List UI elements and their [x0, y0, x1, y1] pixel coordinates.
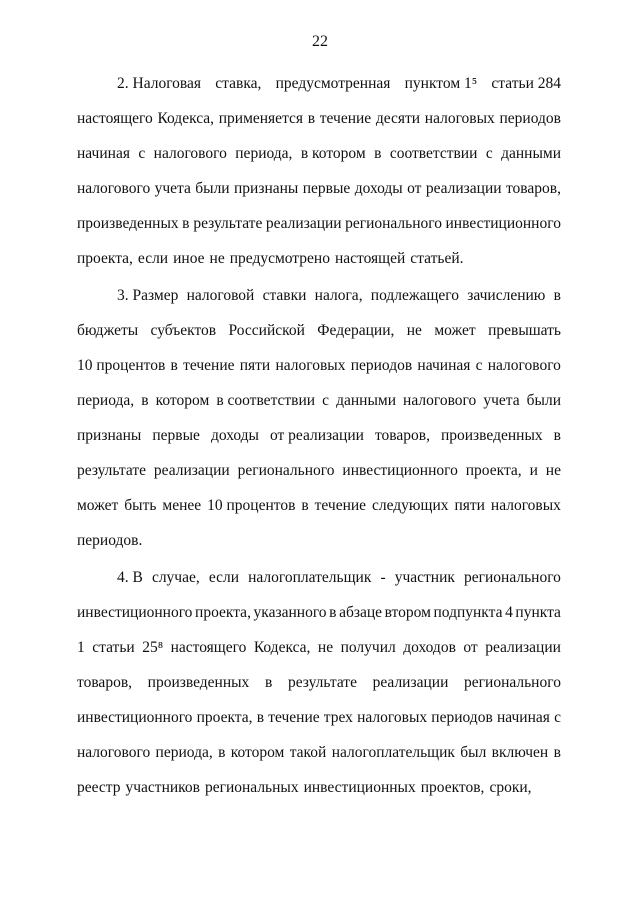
word: первые	[302, 180, 351, 197]
paragraph-3	[77, 278, 561, 558]
text-line	[77, 206, 561, 241]
word: абзаце	[339, 604, 383, 621]
word: периодов	[431, 709, 493, 726]
document-body	[77, 66, 561, 805]
word: может	[77, 497, 119, 514]
word: налога,	[314, 287, 363, 304]
word: товаров,	[374, 427, 430, 444]
word: в	[553, 744, 561, 761]
word: инвестиционного	[77, 604, 193, 621]
word: налоговых	[275, 357, 346, 374]
word: в	[170, 357, 178, 374]
word: регионального	[464, 674, 561, 691]
word: котором	[155, 392, 210, 409]
text-line	[77, 488, 561, 523]
word: сроки,	[489, 779, 532, 796]
word: не	[317, 639, 334, 656]
word: доходы	[210, 427, 259, 444]
word: менее	[162, 497, 202, 514]
word: реализации	[425, 180, 502, 197]
word: настоящего	[77, 110, 153, 127]
word: трех	[323, 709, 353, 726]
word: с	[475, 357, 483, 374]
word: пункта	[515, 604, 561, 621]
word: налоговых	[357, 709, 428, 726]
word: втором	[384, 604, 431, 621]
word: налоговых	[490, 497, 561, 514]
word: превышать	[488, 322, 561, 339]
word: учета	[154, 180, 191, 197]
paragraph-2	[77, 66, 561, 276]
word: быть	[124, 497, 157, 514]
word: от	[407, 180, 422, 197]
word: налогового	[153, 145, 227, 162]
word: статьи 284	[491, 75, 561, 92]
word: иное	[173, 250, 205, 267]
text-line	[77, 101, 561, 136]
word: в результате	[182, 215, 263, 232]
word: 4	[505, 604, 513, 621]
word: признаны	[77, 427, 142, 444]
word: Кодекса,	[157, 110, 215, 127]
word: проектов,	[420, 779, 485, 796]
word: периода,	[155, 744, 213, 761]
word: с	[554, 709, 561, 726]
word: товаров,	[77, 674, 133, 691]
word: участников	[125, 779, 200, 796]
word: периода,	[235, 145, 293, 162]
text-line	[77, 770, 561, 805]
word: ставки	[262, 287, 307, 304]
text-line	[77, 523, 561, 558]
word: налогового	[403, 392, 477, 409]
word: начиная	[77, 145, 130, 162]
word: реализации	[372, 674, 449, 691]
word: 2. Налоговая	[117, 75, 202, 92]
word: течение	[319, 110, 372, 127]
word: произведенных	[440, 427, 543, 444]
text-line	[77, 66, 561, 101]
word: реализации	[265, 215, 342, 232]
text-line	[77, 735, 561, 770]
word: предусмотренная	[275, 75, 391, 92]
word: периодов.	[77, 532, 143, 549]
word: инвестиционного	[342, 462, 458, 479]
word: настоящей	[334, 250, 406, 267]
text-line	[77, 418, 561, 453]
word: Федерации,	[317, 322, 395, 339]
word: не	[209, 250, 225, 267]
word: в	[553, 287, 561, 304]
word: проекта,	[465, 462, 522, 479]
word: не	[545, 462, 561, 479]
word: налогоплательщик	[248, 569, 372, 586]
word: товаров,	[505, 180, 561, 197]
word: с	[485, 145, 493, 162]
word: налоговых	[424, 110, 495, 127]
word: такой	[289, 744, 327, 761]
word: периодов	[350, 357, 413, 374]
word: котором	[230, 744, 285, 761]
text-line	[77, 630, 561, 665]
word: региональных	[204, 779, 299, 796]
word: 10 процентов	[77, 357, 166, 374]
word: реализации	[153, 462, 230, 479]
word: может	[434, 322, 476, 339]
word: течение	[314, 497, 367, 514]
word: инвестиционного	[445, 215, 561, 232]
word: начиная	[417, 357, 471, 374]
word: были	[526, 392, 561, 409]
word: получил	[340, 639, 396, 656]
text-line	[77, 136, 561, 171]
word: регионального	[237, 462, 335, 479]
text-line	[77, 665, 561, 700]
word: в	[307, 110, 316, 127]
text-line	[77, 171, 561, 206]
word: пунктом 1⁵	[404, 75, 478, 92]
word: в соответствии	[216, 392, 316, 409]
word: признаны	[234, 180, 299, 197]
word: 1	[77, 639, 85, 656]
word: 3. Размер	[117, 287, 179, 304]
word: в	[553, 427, 561, 444]
word: произведенных	[147, 674, 250, 691]
text-line	[77, 348, 561, 383]
word: с	[322, 392, 330, 409]
word: инвестиционных	[303, 779, 416, 796]
text-line	[77, 595, 561, 630]
word: реализации	[485, 639, 561, 656]
word: зачислению	[467, 287, 546, 304]
word: учета	[483, 392, 520, 409]
word: в	[256, 709, 265, 726]
word: налогового	[77, 180, 151, 197]
word: соответствии	[389, 145, 478, 162]
word: реестр	[77, 779, 121, 796]
word: результате	[77, 462, 146, 479]
word: бюджеты	[77, 322, 139, 339]
text-line	[77, 241, 561, 276]
word: налогового	[77, 744, 151, 761]
word: субъектов	[150, 322, 217, 339]
word: первые	[152, 427, 200, 444]
word: подпункта	[433, 604, 503, 621]
word: был	[460, 744, 487, 761]
word: применяется	[218, 110, 304, 127]
word: подлежащего	[370, 287, 460, 304]
word: проекта,	[196, 709, 253, 726]
word: налогоплательщик	[331, 744, 455, 761]
word: налоговой	[186, 287, 255, 304]
word: в	[141, 392, 149, 409]
text-line	[77, 383, 561, 418]
word: данными	[336, 392, 396, 409]
word: случае,	[151, 569, 200, 586]
word: в	[301, 497, 309, 514]
word: десяти	[375, 110, 421, 127]
word: Российской	[228, 322, 305, 339]
paragraph-4	[77, 560, 561, 805]
text-line	[77, 313, 561, 348]
word: в котором	[300, 145, 366, 162]
word: периодов	[499, 110, 561, 127]
word: доходов	[403, 639, 456, 656]
word: налогового	[487, 357, 561, 374]
word: статьи	[92, 639, 135, 656]
word: в	[264, 674, 273, 691]
word: указанного	[253, 604, 327, 621]
word: 25⁸	[142, 639, 164, 656]
word: доходы	[354, 180, 403, 197]
word: с	[138, 145, 146, 162]
word: инвестиционного	[77, 709, 193, 726]
word: периода,	[77, 392, 135, 409]
word: в	[374, 145, 382, 162]
word: от реализации	[269, 427, 364, 444]
word: течение	[183, 357, 235, 374]
text-line	[77, 560, 561, 595]
word: 10 процентов	[207, 497, 296, 514]
page-number: 22	[312, 33, 328, 50]
word: -	[380, 569, 386, 586]
text-line	[77, 278, 561, 313]
word: в	[329, 604, 337, 621]
text-line	[77, 700, 561, 735]
word: ставка,	[215, 75, 262, 92]
word: пяти	[454, 497, 485, 514]
word: проекта,	[77, 250, 133, 267]
word: настоящего	[170, 639, 247, 656]
word: пяти	[239, 357, 271, 374]
word: начиная	[496, 709, 550, 726]
word: если	[208, 569, 240, 586]
word: проекта,	[195, 604, 251, 621]
word: следующих	[372, 497, 449, 514]
word: данными	[501, 145, 561, 162]
word: в	[218, 744, 226, 761]
word: 4. В	[117, 569, 143, 586]
text-line	[77, 453, 561, 488]
word: предусмотрено	[229, 250, 330, 267]
word: если	[137, 250, 169, 267]
word: статьей.	[410, 250, 464, 267]
word: результате	[287, 674, 357, 691]
word: регионального	[345, 215, 443, 232]
word: регионального	[464, 569, 561, 586]
word: были	[195, 180, 230, 197]
word: не	[406, 322, 422, 339]
word: течение	[268, 709, 320, 726]
word: участник	[394, 569, 455, 586]
word: произведенных	[77, 215, 179, 232]
word: от	[463, 639, 478, 656]
word: и	[529, 462, 538, 479]
word: Кодекса,	[253, 639, 311, 656]
word: включен	[491, 744, 549, 761]
